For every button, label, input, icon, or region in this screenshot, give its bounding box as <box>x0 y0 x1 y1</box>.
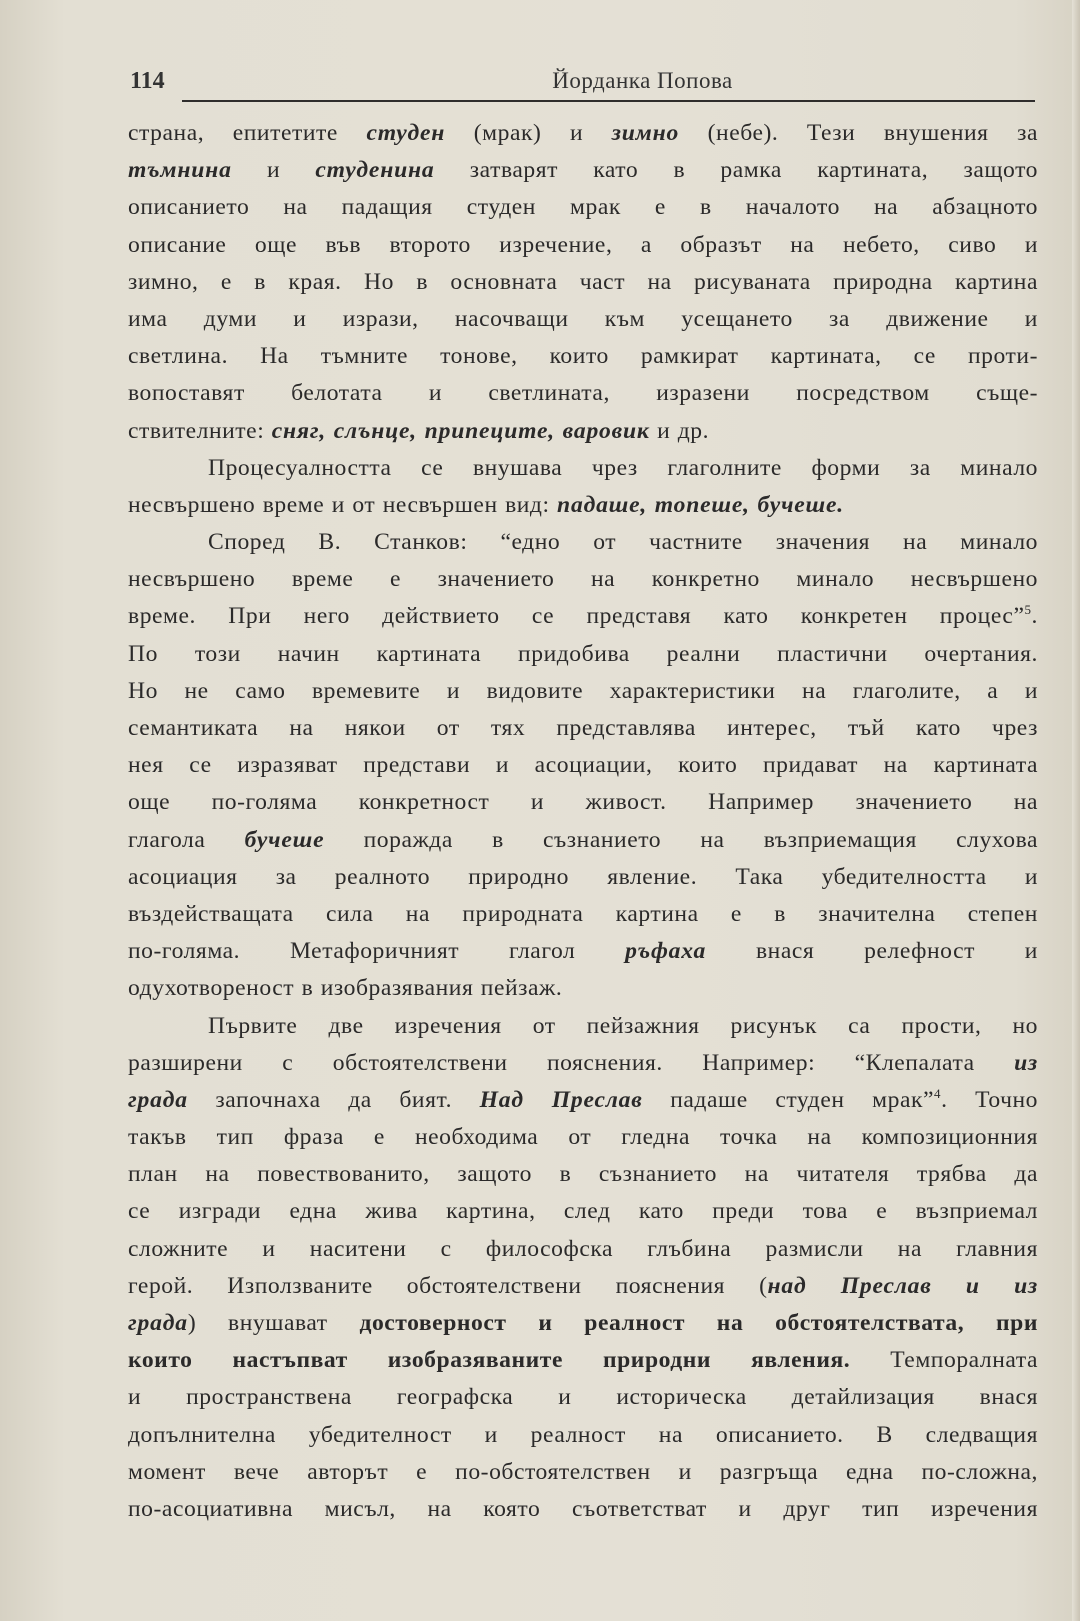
text-run: такъв тип фраза е необходима от гледна точка на композиционния <box>128 1124 1038 1151</box>
text-run: поражда в съзнанието на възприемащия слухова <box>324 826 1038 853</box>
text-run: несвършено време е значението на конкретно минало несвършено <box>128 566 1038 593</box>
header-rule <box>182 100 1035 102</box>
text-run: нея се изразяват представи и асоциации, които придават на картината <box>128 752 1038 779</box>
emphasis-text: града <box>128 1310 188 1336</box>
text-run: одухотвореност в изобразявания пейзаж. <box>128 975 563 1002</box>
footnote-ref: 5 <box>1024 602 1032 618</box>
text-run: започнаха да бият. <box>187 1086 480 1113</box>
text-line <box>128 227 1038 264</box>
text-run: момент вече авторът е по-обстоятелствен и разгръща една по-сложна, <box>128 1458 1038 1485</box>
page-number: 114 <box>130 68 165 94</box>
text-line <box>128 636 1038 673</box>
text-run: Но не само времевите и видовите характеристики на глаголите, а и <box>128 677 1038 704</box>
text-line <box>128 487 1038 524</box>
text-line <box>128 1193 1038 1230</box>
emphasis-text: тъмнина <box>128 157 232 184</box>
text-run: (мрак) и <box>445 120 612 146</box>
text-line <box>128 933 1038 970</box>
text-run: се изгради една жива картина, след като преди това е възприемал <box>128 1198 1038 1225</box>
text-line <box>128 1342 1038 1379</box>
text-line <box>128 970 1038 1007</box>
running-title: Йорданка Попова <box>552 68 733 93</box>
text-run: и пространствена географска и историческа детайлизация внася <box>128 1384 1038 1411</box>
text-run: Темпоралната <box>850 1347 1038 1374</box>
text-run: време. При него действието се представя като конкретен процес” <box>128 603 1025 630</box>
text-line <box>128 896 1038 933</box>
text-run: Според В. Станков: “едно от частните значения на минало <box>208 529 1038 556</box>
text-run: по-голяма. Метафоричният глагол <box>128 938 626 965</box>
text-run: описание още във второто изречение, а образът на небето, сиво и <box>128 231 1038 258</box>
emphasis-text: ръфаха <box>625 938 707 965</box>
text-run: . <box>1031 603 1038 630</box>
text-line <box>128 822 1038 859</box>
text-run: зимно, е в края. Но в основната част на рисуваната природна картина <box>128 268 1038 295</box>
emphasis-text: града <box>128 1086 188 1113</box>
emphasis-text: зимно <box>611 120 680 146</box>
text-run: несвършено време и от несвършен вид: <box>128 491 558 518</box>
text-line <box>128 301 1038 338</box>
text-run: асоциация за реалното природно явление. Така убедителността и <box>128 863 1038 890</box>
text-run: семантиката на някои от тях представлява интерес, тъй като чрез <box>128 715 1038 741</box>
emphasis-text: студен <box>366 120 446 146</box>
text-line <box>128 152 1038 189</box>
text-line <box>128 1417 1038 1454</box>
body-text <box>128 115 1038 1528</box>
text-run: допълнителна убедителност и реалност на описанието. В следващия <box>128 1421 1038 1448</box>
text-line <box>128 450 1038 487</box>
text-line <box>128 1454 1038 1491</box>
text-line <box>128 1045 1038 1082</box>
text-run: светлина. На тъмните тонове, които рамкират картината, се проти- <box>128 343 1038 370</box>
text-run: въздействащата сила на природната картина е в значителна степен <box>128 900 1038 927</box>
text-line <box>128 413 1038 450</box>
text-run: вопоставят белотата и светлината, изразени посредством съще- <box>128 380 1038 407</box>
text-line <box>128 1379 1038 1416</box>
text-run: и др. <box>649 417 710 444</box>
text-run: план на повествованито, защото в съзнанието на читателя трябва да <box>128 1161 1038 1188</box>
emphasis-text: студенина <box>315 157 435 184</box>
text-line <box>128 115 1038 152</box>
text-run: По този начин картината придобива реални пластични очертания. <box>128 640 1038 667</box>
emphasis-text: достоверност и реалност на обстоятелствата, при <box>359 1310 1038 1336</box>
text-line <box>128 1268 1038 1305</box>
text-line <box>128 561 1038 598</box>
text-run: има думи и изрази, насочващи към усещането за движение и <box>128 305 1038 332</box>
footnote-ref: 4 <box>934 1085 942 1101</box>
text-run: описанието на падащия студен мрак е в началото на абзацното <box>128 194 1038 221</box>
emphasis-text: които настъпват изобразяваните природни явления. <box>128 1347 851 1374</box>
text-line <box>128 1156 1038 1193</box>
text-run: сложните и наситени с философска глъбина размисли на главния <box>128 1235 1038 1262</box>
emphasis-text: Над Преслав <box>479 1086 643 1113</box>
text-line <box>128 673 1038 710</box>
text-line <box>128 1491 1038 1528</box>
text-line <box>128 784 1038 821</box>
text-run: глагола <box>128 826 245 853</box>
text-run: ствителните: <box>128 417 272 444</box>
text-run: ) внушават <box>187 1310 360 1336</box>
text-run: . Точно <box>941 1086 1039 1113</box>
emphasis-text: бучеше <box>244 826 325 853</box>
text-run: страна, епитетите <box>128 120 367 146</box>
text-line <box>128 859 1038 896</box>
text-line <box>128 264 1038 301</box>
text-run: (небе). Тези внушения за <box>679 120 1039 146</box>
text-run: падаше студен мрак” <box>642 1086 935 1113</box>
text-run: Първите две изречения от пейзажния рисунък са прости, но <box>208 1012 1038 1039</box>
emphasis-text: над Преслав и из <box>767 1272 1038 1299</box>
text-run: герой. Използваните обстоятелствени пояснения ( <box>128 1272 768 1299</box>
text-run: и <box>231 157 316 184</box>
text-line <box>128 1008 1038 1045</box>
text-run: разширени с обстоятелствени пояснения. Например: “Клепалата <box>128 1049 1015 1076</box>
emphasis-text: из <box>1014 1049 1038 1076</box>
page-header <box>130 66 1035 106</box>
page-edge <box>1072 0 1080 1621</box>
text-run: внася релефност и <box>706 938 1038 965</box>
text-line <box>128 524 1038 561</box>
text-line <box>128 1231 1038 1268</box>
text-run: още по-голяма конкретност и живост. Например значението на <box>128 789 1038 816</box>
text-line <box>128 1305 1038 1342</box>
text-line <box>128 710 1038 747</box>
text-line <box>128 375 1038 412</box>
text-run: затварят като в рамка картината, защото <box>434 157 1038 184</box>
text-line <box>128 189 1038 226</box>
text-line <box>128 747 1038 784</box>
text-line <box>128 1082 1038 1119</box>
text-line <box>128 1119 1038 1156</box>
text-run: Процесуалността се внушава чрез глаголните форми за минало <box>208 454 1038 481</box>
text-line <box>128 598 1038 635</box>
text-line <box>128 338 1038 375</box>
emphasis-text: падаше, топеше, бучеше. <box>557 491 844 518</box>
emphasis-text: сняг, слънце, припеците, варовик <box>271 417 650 444</box>
text-run: по-асоциативна мисъл, на която съответстват и друг тип изречения <box>128 1495 1038 1522</box>
